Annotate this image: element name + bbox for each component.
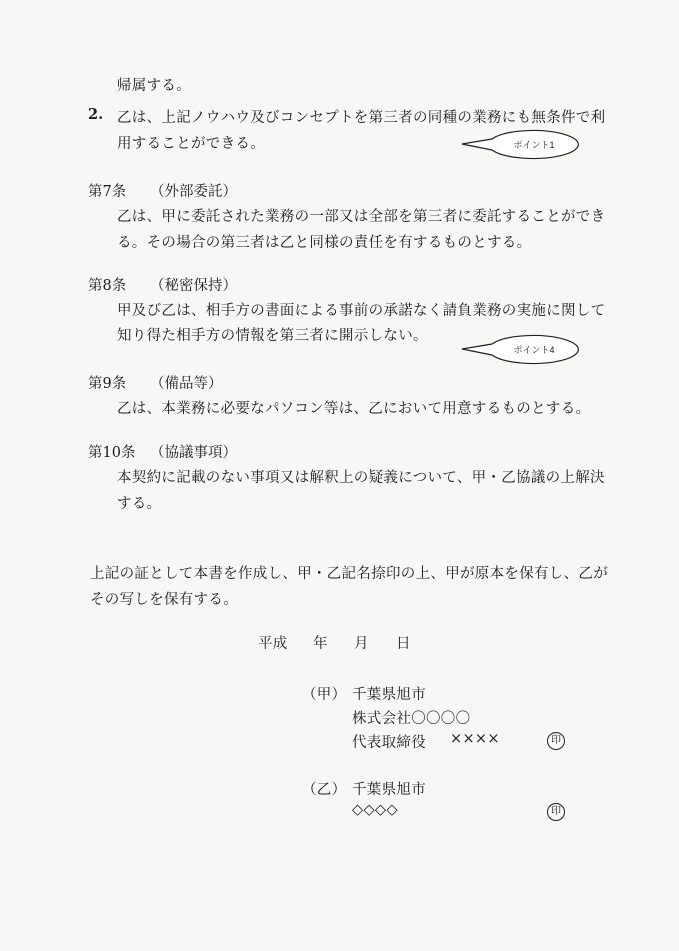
clause6-item2-line1: 乙は、上記ノウハウ及びコンセプトを第三者の同種の業務にも無条件で利: [117, 110, 606, 126]
party-a-seal-mark: 印: [547, 732, 565, 750]
article9-subject: （備品等）: [150, 376, 223, 392]
article7-subject: （外部委託）: [150, 184, 237, 200]
article8-line2: 知り得た相手方の情報を第三者に開示しない。: [117, 328, 428, 344]
point4-label: ポイント4: [513, 345, 555, 355]
article9-heading: [88, 372, 223, 393]
article8-number: 第8条: [88, 278, 127, 294]
date-month: 月: [354, 636, 369, 652]
article10-heading: [88, 441, 237, 462]
article9-number: 第9条: [88, 376, 127, 392]
party-b-name: ◇◇◇◇: [352, 802, 398, 818]
closing-line1: 上記の証として本書を作成し、甲・乙記名捺印の上、甲が原本を保有し、乙が: [90, 566, 608, 582]
party-a-label: （甲）: [302, 687, 347, 703]
party-b-label: （乙）: [302, 782, 347, 798]
date-day: 日: [396, 636, 411, 652]
clause6-item2-line2: 用することができる。: [117, 136, 265, 152]
article7-number: 第7条: [88, 184, 127, 200]
party-a-company: 株式会社〇〇〇〇: [352, 711, 471, 727]
article8-line1: 甲及び乙は、相手方の書面による事前の承諾なく請負業務の実施に関して: [117, 303, 606, 319]
date-era: 平成: [258, 636, 288, 652]
article7-line1: 乙は、甲に委託された業務の一部又は全部を第三者に委託することができ: [117, 209, 606, 225]
point4-callout: [460, 333, 580, 367]
point1-callout: [460, 128, 580, 162]
party-a-address: 千葉県旭市: [352, 687, 426, 703]
article8-subject: （秘密保持）: [150, 278, 237, 294]
point1-label: ポイント1: [513, 140, 555, 150]
clause6-continuation: 帰属する。: [117, 78, 191, 94]
date-year: 年: [313, 636, 328, 652]
clause6-item2-number: 2.: [88, 106, 104, 123]
article9-line1: 乙は、本業務に必要なパソコン等は、乙において用意するものとする。: [117, 401, 591, 417]
article10-line1: 本契約に記載のない事項又は解釈上の疑義について、甲・乙協議の上解決: [117, 470, 605, 486]
article8-heading: [88, 274, 237, 295]
party-a-rep-name: ××××: [450, 731, 500, 747]
article7-line2: る。その場合の第三者は乙と同様の責任を有するものとする。: [117, 235, 532, 251]
article10-subject: （協議事項）: [150, 445, 237, 461]
party-b-address: 千葉県旭市: [352, 782, 426, 798]
article7-heading: [88, 180, 237, 201]
closing-line2: その写しを保有する。: [90, 592, 238, 608]
article10-line2: する。: [117, 496, 162, 512]
party-b-seal-mark: 印: [547, 803, 565, 821]
party-a-rep-title: 代表取締役: [352, 735, 426, 751]
article10-number: 第10条: [88, 445, 136, 461]
